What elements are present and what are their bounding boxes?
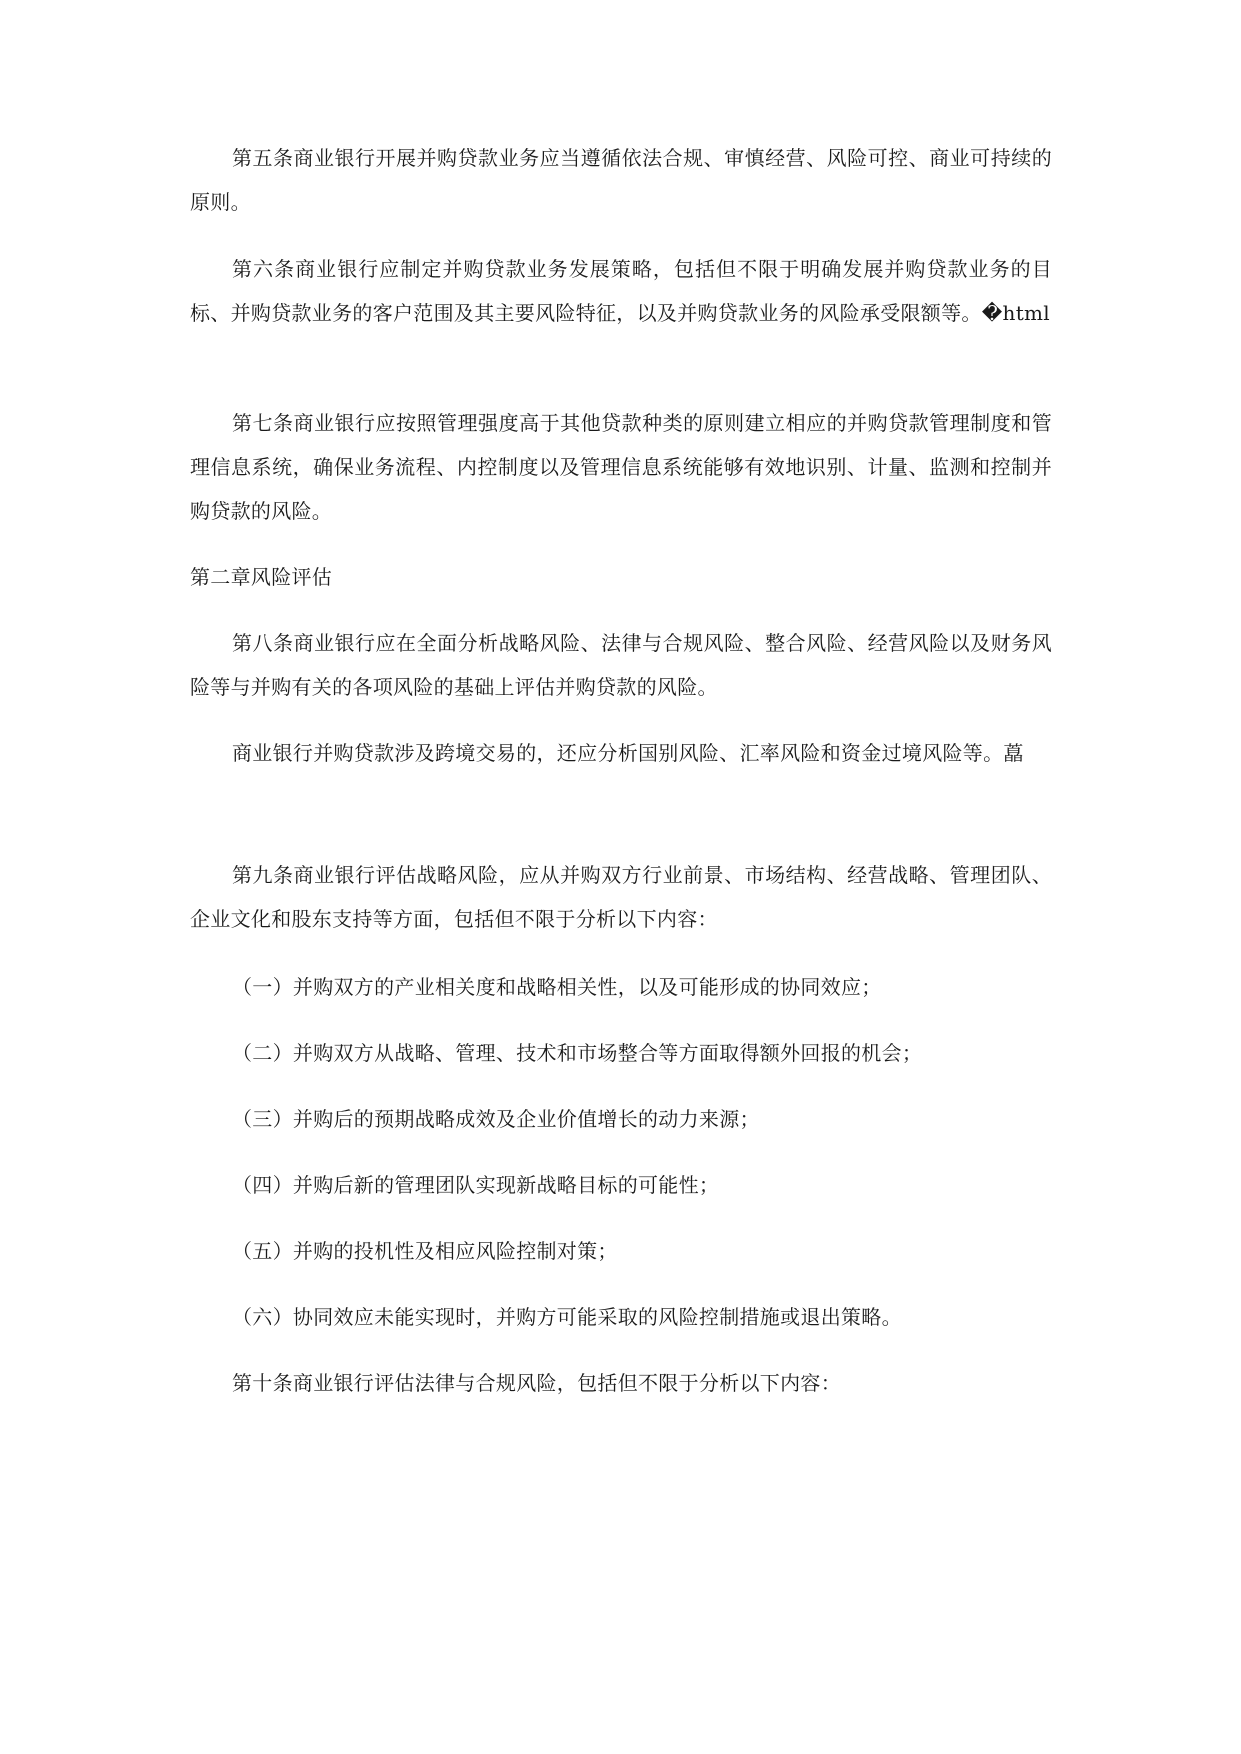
list-item: （四）并购后新的管理团队实现新战略目标的可能性； [232,1173,720,1197]
paragraph-article-10: 第十条商业银行评估法律与合规风险，包括但不限于分析以下内容： [232,1371,841,1395]
list-item: （一）并购双方的产业相关度和战略相关性，以及可能形成的协同效应； [232,975,882,999]
list-item: （二）并购双方从战略、管理、技术和市场整合等方面取得额外回报的机会； [232,1041,923,1065]
list-item: （六）协同效应未能实现时，并购方可能采取的风险控制措施或退出策略。 [232,1305,902,1329]
paragraph-article-8: 第八条商业银行应在全面分析战略风险、法律与合规风险、整合风险、经营风险以及财务风险等与并购有关的各项风险的基础上评估并购贷款的风险。 [190,631,1052,699]
list-item: （三）并购后的预期战略成效及企业价值增长的动力来源； [232,1107,760,1131]
paragraph-article-9: 第九条商业银行评估战略风险，应从并购双方行业前景、市场结构、经营战略、管理团队、企业文化和股东支持等方面，包括但不限于分析以下内容： [190,863,1052,931]
paragraph-article-8-crossborder: 商业银行并购贷款涉及跨境交易的，还应分析国别风险、汇率风险和资金过境风险等。藠 [232,741,1024,765]
paragraph-article-5: 第五条商业银行开展并购贷款业务应当遵循依法合规、审慎经营、风险可控、商业可持续的原则。 [190,146,1052,214]
paragraph-article-7: 第七条商业银行应按照管理强度高于其他贷款种类的原则建立相应的并购贷款管理制度和管理信息系统，确保业务流程、内控制度以及管理信息系统能够有效地识别、计量、监测和控制并购贷款的风险。 [190,411,1052,523]
list-item: （五）并购的投机性及相应风险控制对策； [232,1239,618,1263]
chapter-heading: 第二章风险评估 [190,565,333,589]
paragraph-article-6: 第六条商业银行应制定并购贷款业务发展策略，包括但不限于明确发展并购贷款业务的目标、并购贷款业务的客户范围及其主要风险特征，以及并购贷款业务的风险承受限额等。�html [190,257,1052,325]
